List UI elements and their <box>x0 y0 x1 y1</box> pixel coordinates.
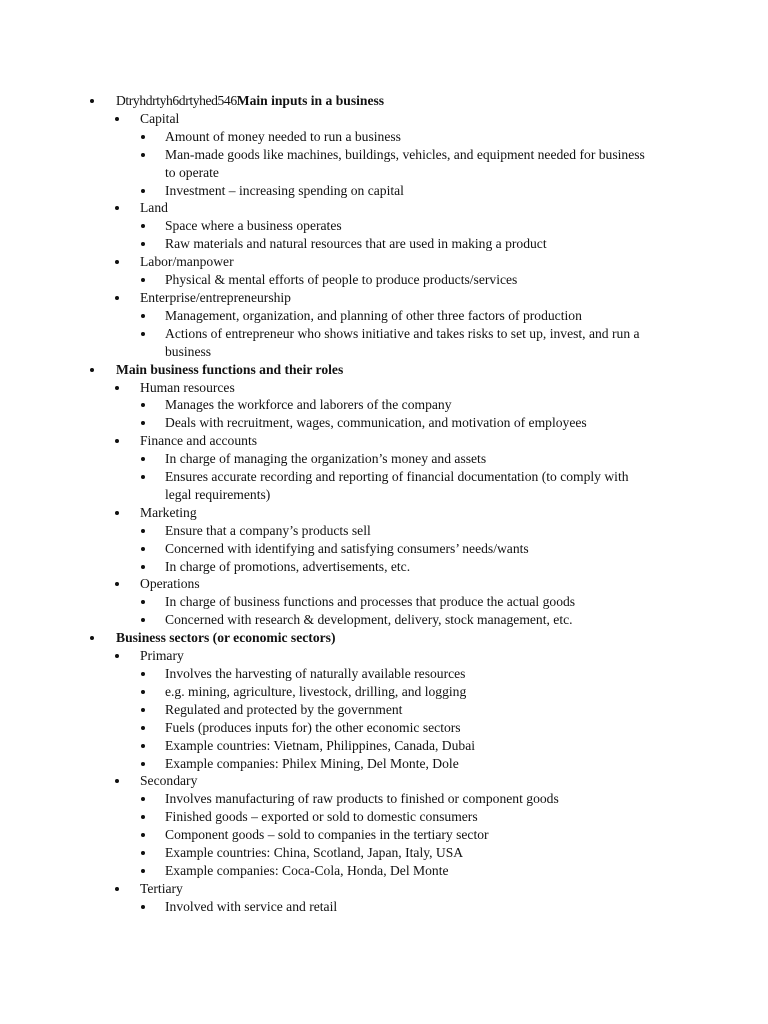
bullet-dot <box>141 403 145 407</box>
topic-label: Tertiary <box>140 880 183 896</box>
detail-item <box>0 468 768 504</box>
detail-item <box>0 737 768 755</box>
bullet-dot <box>141 708 145 712</box>
bullet-dot <box>141 851 145 855</box>
detail-text: Example countries: China, Scotland, Japan, Italy, USA <box>165 845 464 861</box>
section-heading <box>116 92 716 110</box>
detail-text: Raw materials and natural resources that are used in making a product <box>165 236 547 252</box>
topic-subitems <box>0 307 768 361</box>
bullet-dot <box>141 529 145 533</box>
bullet-dot <box>141 153 145 157</box>
topic-label: Marketing <box>140 504 197 520</box>
detail-text: In charge of business functions and processes that produce the actual goods <box>165 594 576 610</box>
section-items <box>0 647 768 916</box>
detail-text: In charge of promotions, advertisements, etc. <box>165 558 411 574</box>
detail-item <box>0 826 768 844</box>
detail-item <box>0 217 768 235</box>
bullet-dot <box>115 582 119 586</box>
detail-text: Involves the harvesting of naturally available resources <box>165 666 466 681</box>
detail-item <box>0 307 768 325</box>
detail-item <box>0 128 768 146</box>
bullet-dot <box>115 779 119 783</box>
detail-item <box>0 182 768 200</box>
detail-text: Fuels (produces inputs for) the other economic sectors <box>165 719 461 735</box>
bullet-dot <box>115 439 119 443</box>
topic-subitems <box>0 593 768 629</box>
bullet-dot <box>115 296 119 300</box>
topic-item <box>0 504 768 576</box>
topic-subitems <box>0 128 768 200</box>
detail-item <box>0 808 768 826</box>
detail-item <box>0 898 768 916</box>
detail-item <box>0 146 768 182</box>
bullet-dot <box>141 475 145 479</box>
bullet-dot <box>141 547 145 551</box>
bullet-dot <box>141 565 145 569</box>
detail-text: Investment – increasing spending on capital <box>165 182 404 198</box>
detail-text: Ensures accurate recording and reporting of financial documentation (to comply with legal requirements) <box>165 469 629 502</box>
detail-item <box>0 450 768 468</box>
section-item <box>0 92 768 361</box>
bullet-dot <box>141 189 145 193</box>
bullet-dot <box>141 421 145 425</box>
section-item <box>0 361 768 630</box>
bullet-dot <box>115 117 119 121</box>
topic-subitems <box>0 450 768 504</box>
topic-subitems <box>0 271 768 289</box>
topic-label: Human resources <box>140 379 235 395</box>
bullet-dot <box>90 368 94 372</box>
bullet-dot <box>115 260 119 264</box>
detail-text: Space where a business operates <box>165 218 342 234</box>
bullet-dot <box>141 726 145 730</box>
detail-text: Involved with service and retail <box>165 898 338 914</box>
detail-text: In charge of managing the organization’s money and assets <box>165 451 487 467</box>
topic-item <box>0 289 768 361</box>
bullet-dot <box>90 99 94 103</box>
topic-subitems <box>0 898 768 916</box>
detail-item <box>0 755 768 773</box>
topic-item <box>0 772 768 879</box>
topic-item <box>0 253 768 289</box>
detail-item <box>0 271 768 289</box>
bullet-dot <box>115 654 119 658</box>
topic-subitems <box>0 396 768 432</box>
topic-item <box>0 575 768 629</box>
detail-text: Regulated and protected by the government <box>165 701 403 717</box>
detail-text: Manages the workforce and laborers of the company <box>165 397 452 413</box>
detail-item <box>0 522 768 540</box>
detail-item <box>0 790 768 808</box>
bullet-dot <box>115 206 119 210</box>
detail-text: Example companies: Philex Mining, Del Monte, Dole <box>165 755 459 771</box>
topic-label: Land <box>140 200 168 216</box>
detail-item <box>0 611 768 629</box>
detail-item <box>0 235 768 253</box>
outline-list <box>0 92 768 916</box>
topic-item <box>0 647 768 772</box>
detail-text: Finished goods – exported or sold to domestic consumers <box>165 809 478 825</box>
bullet-dot <box>141 905 145 909</box>
bullet-dot <box>141 600 145 604</box>
detail-item <box>0 665 768 683</box>
section-title: Business sectors (or economic sectors) <box>116 630 336 646</box>
topic-item <box>0 432 768 504</box>
topic-label: Capital <box>140 110 180 126</box>
topic-label: Operations <box>140 576 200 592</box>
detail-item <box>0 719 768 737</box>
detail-text: Example companies: Coca-Cola, Honda, Del Monte <box>165 862 449 878</box>
detail-item <box>0 558 768 576</box>
detail-text: Actions of entrepreneur who shows initiative and takes risks to set up, invest, and run a business <box>165 325 640 359</box>
bullet-dot <box>115 386 119 390</box>
topic-label: Finance and accounts <box>140 433 258 449</box>
bullet-dot <box>141 278 145 282</box>
topic-label: Enterprise/entrepreneurship <box>140 289 291 305</box>
detail-text: Ensure that a company’s products sell <box>165 522 371 538</box>
section-title: Main inputs in a business <box>236 93 385 108</box>
topic-item <box>0 880 768 916</box>
detail-item <box>0 325 768 361</box>
bullet-dot <box>141 672 145 676</box>
detail-item <box>0 593 768 611</box>
section-prefix: Dtryhdrtyh6drtyhed546 <box>116 93 237 108</box>
topic-subitems <box>0 790 768 880</box>
bullet-dot <box>141 135 145 139</box>
detail-text: Management, organization, and planning of other three factors of production <box>165 307 582 323</box>
bullet-dot <box>141 314 145 318</box>
bullet-dot <box>141 744 145 748</box>
detail-text: Man-made goods like machines, buildings, vehicles, and equipment needed for business to operate <box>165 146 645 180</box>
bullet-dot <box>141 332 145 336</box>
section-item <box>0 629 768 916</box>
detail-text: Concerned with research & development, delivery, stock management, etc. <box>165 612 573 628</box>
detail-item <box>0 683 768 701</box>
topic-label: Labor/manpower <box>140 254 234 270</box>
section-title: Main business functions and their roles <box>116 361 344 377</box>
detail-text: Deals with recruitment, wages, communication, and motivation of employees <box>165 415 587 431</box>
topic-label: Secondary <box>140 773 198 789</box>
detail-item <box>0 862 768 880</box>
bullet-dot <box>141 618 145 622</box>
detail-text: Component goods – sold to companies in the tertiary sector <box>165 827 489 843</box>
detail-text: e.g. mining, agriculture, livestock, drilling, and logging <box>165 683 467 699</box>
bullet-dot <box>115 887 119 891</box>
topic-item <box>0 110 768 200</box>
topic-item <box>0 379 768 433</box>
section-items <box>0 379 768 630</box>
topic-label: Primary <box>140 648 184 664</box>
detail-text: Concerned with identifying and satisfying consumers’ needs/wants <box>165 540 529 556</box>
section-heading <box>116 629 716 647</box>
bullet-dot <box>141 797 145 801</box>
topic-subitems <box>0 522 768 576</box>
bullet-dot <box>141 224 145 228</box>
bullet-dot <box>90 636 94 640</box>
bullet-dot <box>141 815 145 819</box>
detail-text: Amount of money needed to run a business <box>165 128 401 144</box>
detail-text: Involves manufacturing of raw products to finished or component goods <box>165 791 559 807</box>
bullet-dot <box>115 511 119 515</box>
bullet-dot <box>141 457 145 461</box>
topic-subitems <box>0 217 768 253</box>
topic-item <box>0 199 768 253</box>
section-items <box>0 110 768 361</box>
bullet-dot <box>141 242 145 246</box>
bullet-dot <box>141 690 145 694</box>
detail-item <box>0 414 768 432</box>
detail-text: Example countries: Vietnam, Philippines, Canada, Dubai <box>165 737 476 753</box>
bullet-dot <box>141 833 145 837</box>
detail-item <box>0 701 768 719</box>
detail-item <box>0 844 768 862</box>
detail-item <box>0 396 768 414</box>
bullet-dot <box>141 869 145 873</box>
section-heading <box>116 361 716 379</box>
topic-subitems <box>0 665 768 772</box>
bullet-dot <box>141 762 145 766</box>
detail-text: Physical & mental efforts of people to produce products/services <box>165 272 518 288</box>
detail-item <box>0 540 768 558</box>
